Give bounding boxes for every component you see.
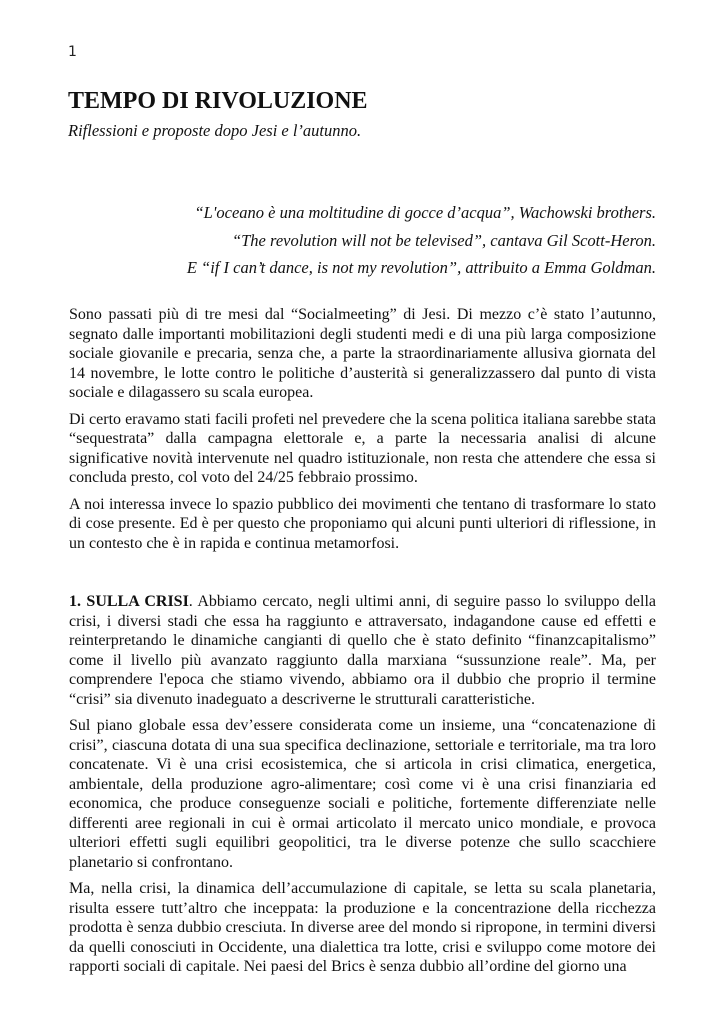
epigraph-block <box>96 199 656 282</box>
paragraph: Ma, nella crisi, la dinamica dell’accumulazione di capitale, se letta su scala planetaria, risulta essere tutt’altro che inceppata: la produzione e la concentrazione della ricchezza prodotta è senza dubbio cresciuta. In diverse aree del mondo si ripropone, in termini diversi da quelli conosciuti in Occidente, una dialettica tra lotte, crisi e sviluppo come motore dei rapporti sociali di capitale. Nei paesi del Brics è senza dubbio all’ordine del giorno una <box>69 880 656 975</box>
paragraph: Di certo eravamo stati facili profeti nel prevedere che la scena politica italiana sarebbe stata “sequestrata” dalla campagna elettorale e, a parte la necessaria analisi di alcune significative novità intervenute nel quadro istituzionale, non resta che attendere che essa si concluda presto, col voto del 24/25 febbraio prossimo. <box>69 410 656 486</box>
paragraph: Sono passati più di tre mesi dal “Socialmeeting” di Jesi. Di mezzo c’è stato l’autunno, segnato dalle importanti mobilitazioni degli studenti medi e di una più larga composizione sociale giovanile e precaria, senza che, a parte la straordinariamente allusiva giornata del 14 novembre, le lotte contro le politiche d’austerità si generalizzassero dal punto di vista sociale e dilagassero su scala europea. <box>69 306 656 401</box>
epigraph-line: “L'oceano è una moltitudine di gocce d’acqua”, Wachowski brothers. <box>194 203 656 222</box>
document-title: TEMPO DI RIVOLUZIONE <box>68 88 368 114</box>
paragraph <box>69 592 656 709</box>
epigraph-line: “The revolution will not be televised”, cantava Gil Scott-Heron. <box>231 230 656 250</box>
section-heading: 1. SULLA CRISI <box>69 593 189 610</box>
paragraph: Sul piano globale essa dev’essere considerata come un insieme, una “concatenazione di crisi”, ciascuna dotata di una sua specifica declinazione, settoriale e territoriale, ma tra loro concatenate. Vi è una crisi ecosistemica, che si articola in crisi climatica, energetica, ambientale, della produzione agro-alimentare; così come vi è una crisi finanziaria ed economica, che produce conseguenze sociali e politiche, fortemente differenziate nelle differenti aree regionali in cui è ormai articolato il mercato unico mondiale, e provoca ulteriori effetti sugli equilibri geopolitici, tra le diverse potenze che sullo scacchiere planetario si confrontano. <box>69 717 656 871</box>
section-crisis <box>69 592 656 984</box>
intro-section <box>69 305 656 560</box>
document-subtitle: Riflessioni e proposte dopo Jesi e l’autunno. <box>68 121 362 140</box>
epigraph-line: E “if I can’t dance, is not my revolution”, attribuito a Emma Goldman. <box>186 258 656 277</box>
paragraph: A noi interessa invece lo spazio pubblico dei movimenti che tentano di trasformare lo stato di cose presente. Ed è per questo che proponiamo qui alcuni punti ulteriori di riflessione, in un contesto che è in rapida e continua metamorfosi. <box>69 495 656 552</box>
paragraph-text: . Abbiamo cercato, negli ultimi anni, di seguire passo lo sviluppo della crisi, i diversi stadi che essa ha raggiunto e attraversato, indagandone cause ed effetti e reinterpretando le dinamiche cangianti di quello che è stato definito “finanzcapitalismo” come il livello più avanzato raggiunto dalla marxiana “sussunzione reale”. Ma, per comprendere l'epoca che stiamo vivendo, abbiamo ora il dubbio che proprio il termine “crisi” sia divenuto inadeguato a descriverne le strutturali caratteristiche. <box>69 593 656 708</box>
page-number: 1 <box>68 44 77 60</box>
